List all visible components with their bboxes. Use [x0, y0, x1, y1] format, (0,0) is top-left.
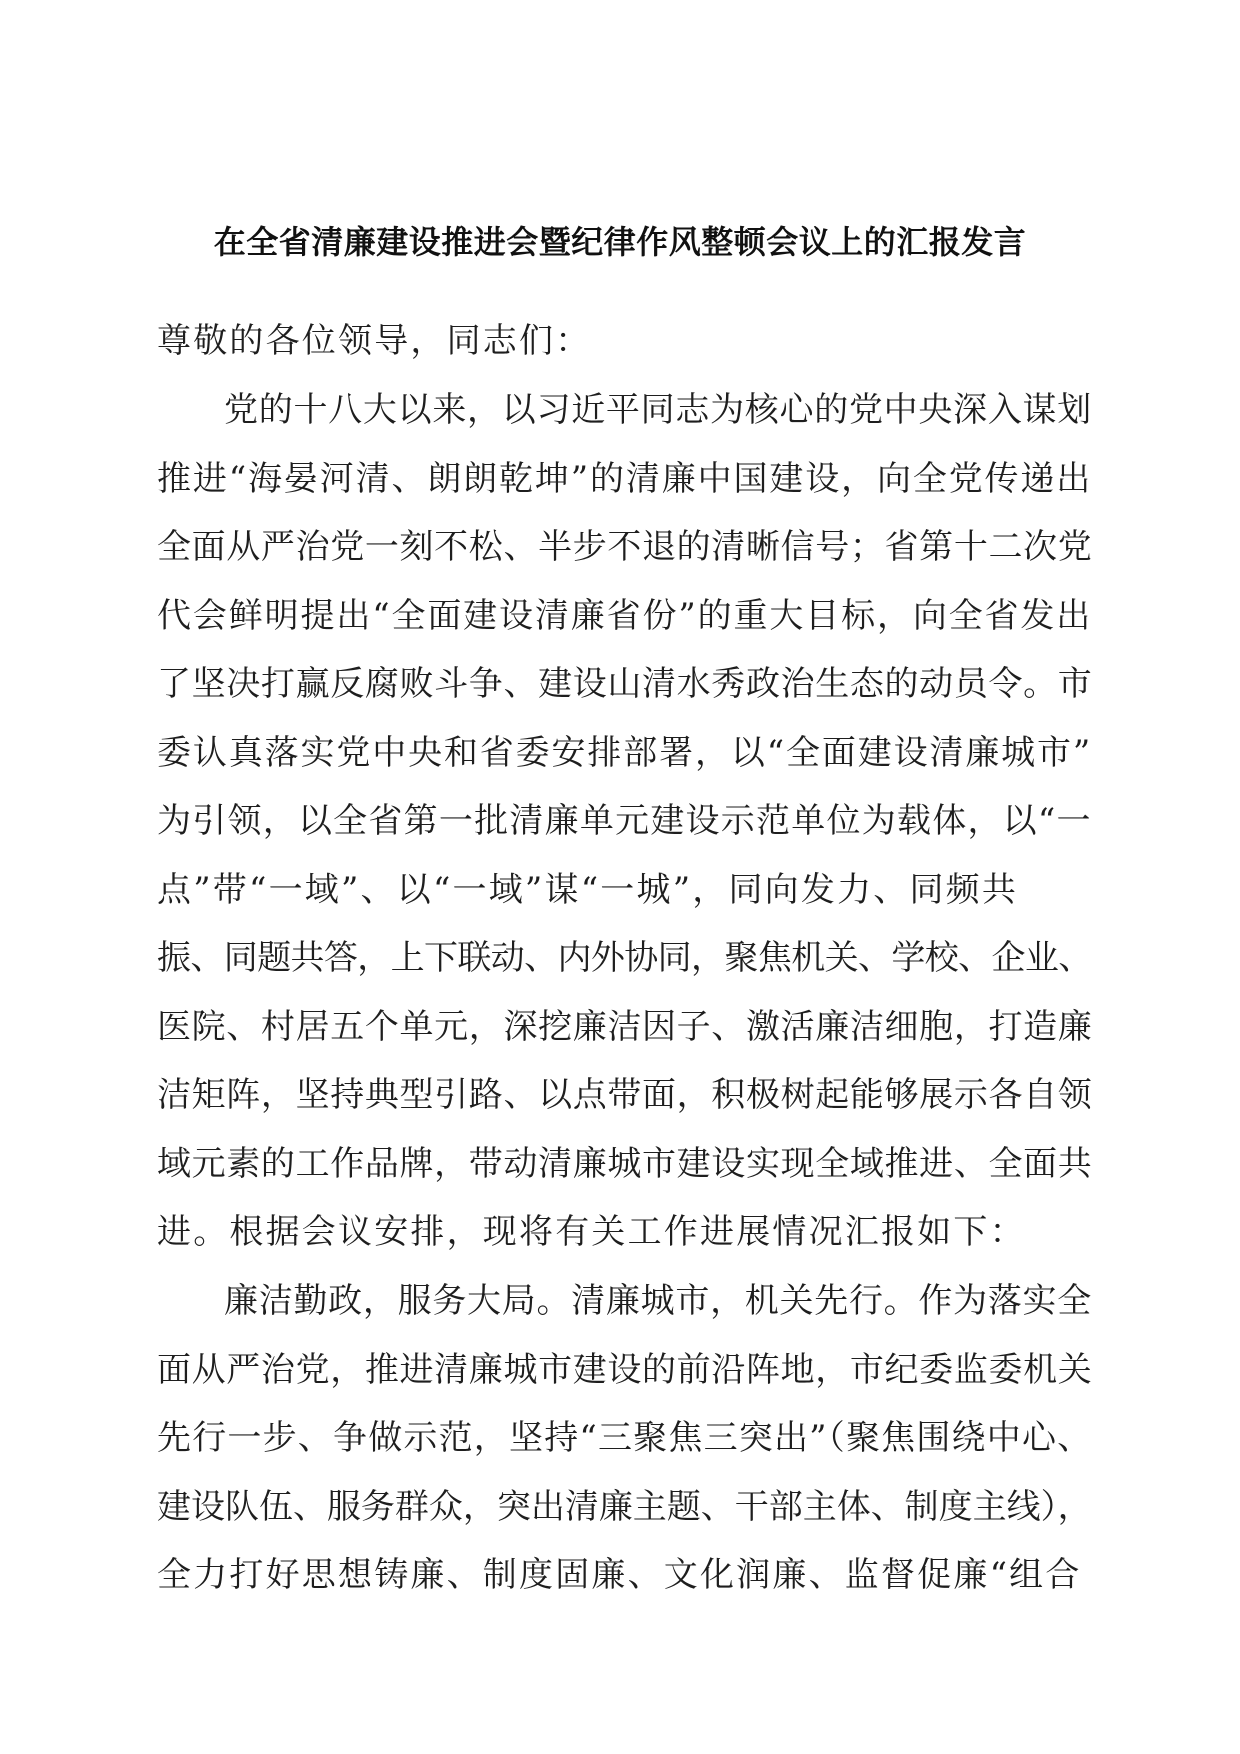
paragraph-1-line: 振、同题共答，上下联动、内外协同，聚焦机关、学校、企业、: [157, 938, 1092, 978]
paragraph-1-line: 推进“海晏河清、朗朗乾坤”的清廉中国建设，向全党传递出: [157, 459, 1093, 499]
paragraph-1-line: 全面从严治党一刻不松、半步不退的清晰信号；省第十二次党: [157, 527, 1093, 567]
paragraph-1-line: 进。根据会议安排，现将有关工作进展情况汇报如下：: [157, 1212, 1026, 1252]
paragraph-1-line: 了坚决打赢反腐败斗争、建设山清水秀政治生态的动员令。市: [157, 664, 1093, 704]
document-title: 在全省清廉建设推进会暨纪律作风整顿会议上的汇报发言: [213, 223, 1027, 261]
paragraph-1-line: 为引领，以全省第一批清廉单元建设示范单位为载体，以“一: [157, 801, 1092, 841]
paragraph-1-line: 委认真落实党中央和省委安排部署，以“全面建设清廉城市”: [157, 733, 1093, 773]
paragraph-1-line: 医院、村居五个单元，深挖廉洁因子、激活廉洁细胞，打造廉: [157, 1007, 1093, 1047]
paragraph-2-line: 先行一步、争做示范，坚持“三聚焦三突出”（聚焦围绕中心、: [157, 1418, 1093, 1458]
paragraph-1-line: 洁矩阵，坚持典型引路、以点带面，积极树起能够展示各自领: [157, 1075, 1093, 1115]
paragraph-2-line: 全力打好思想铸廉、制度固廉、文化润廉、监督促廉“组合: [157, 1555, 1082, 1595]
paragraph-1-line: 点”带“一域”、以“一域”谋“一城”，同向发力、同频共: [157, 870, 1019, 910]
salutation: 尊敬的各位领导，同志们：: [157, 321, 592, 361]
paragraph-1-line: 党的十八大以来，以习近平同志为核心的党中央深入谋划: [224, 390, 1092, 430]
paragraph-1-line: 代会鲜明提出“全面建设清廉省份”的重大目标，向全省发出: [157, 596, 1093, 636]
paragraph-2-line: 廉洁勤政，服务大局。清廉城市，机关先行。作为落实全: [224, 1281, 1092, 1321]
paragraph-2-line: 建设队伍、服务群众，突出清廉主题、干部主体、制度主线），: [157, 1487, 1092, 1527]
paragraph-1-line: 域元素的工作品牌，带动清廉城市建设实现全域推进、全面共: [157, 1144, 1093, 1184]
paragraph-2-line: 面从严治党，推进清廉城市建设的前沿阵地，市纪委监委机关: [157, 1350, 1093, 1390]
